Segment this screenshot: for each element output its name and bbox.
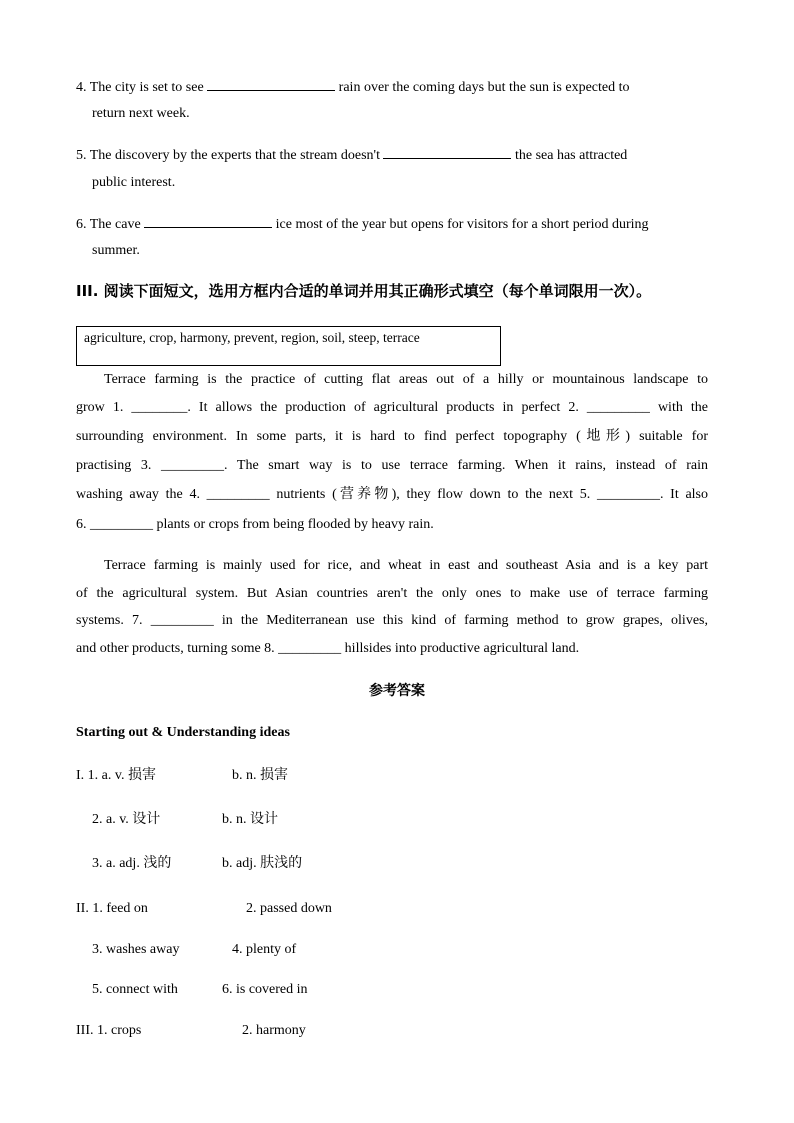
answer-item: 3. a. adj. 浅的 [92, 856, 172, 871]
answer-item: 2. a. v. 设计 [92, 812, 161, 827]
answer-item: 2. passed down [246, 901, 332, 916]
answer-item: 6. is covered in [222, 982, 308, 997]
answer-item: 2. harmony [242, 1023, 306, 1038]
question-5-text: 5. The discovery by the experts that the stream doesn't [76, 148, 380, 163]
question-5 [76, 146, 627, 165]
answers-subtitle: Starting out & Understanding ideas [76, 725, 290, 740]
passage-line: surrounding environment. In some parts, it is hard to find perfect topography (地形) suitable for [76, 429, 708, 444]
question-4-continued: return next week. [92, 106, 190, 121]
passage-line: grow 1. ________. It allows the production of agricultural products in perfect 2. _________ with the [76, 400, 708, 415]
answer-item: 5. connect with [92, 982, 178, 997]
question-5-text-end: the sea has attracted [514, 148, 628, 163]
section-3-heading: III. 阅读下面短文，选用方框内合适的单词并用其正确形式填空（每个单词限用一次）。 [76, 282, 652, 300]
passage-line: systems. 7. _________ in the Mediterranean use this kind of farming method to grow grapes, olives, [76, 613, 708, 628]
question-6-continued: summer. [92, 243, 140, 258]
answer-item: 3. washes away [92, 942, 180, 957]
answers-title: 参考答案 [369, 683, 425, 699]
passage-line: practising 3. _________. The smart way is to use terrace farming. When it rains, instead of rain [76, 458, 708, 473]
word-box [76, 326, 501, 366]
question-4-text-end: rain over the coming days but the sun is expected to [338, 80, 630, 95]
passage-line: Terrace farming is mainly used for rice, and wheat in east and southeast Asia and is a key part [104, 558, 708, 573]
passage-line: of the agricultural system. But Asian countries aren't the only ones to make use of terrace farming [76, 586, 708, 601]
answer-item: III. 1. crops [76, 1023, 142, 1038]
answer-blank[interactable] [383, 146, 511, 159]
question-4 [76, 78, 630, 97]
question-6-text: 6. The cave [76, 217, 141, 232]
passage-line: washing away the 4. _________ nutrients (营养物), they flow down to the next 5. _________. It also [76, 487, 708, 502]
answer-item: b. n. 设计 [222, 812, 278, 827]
passage-line: 6. _________ plants or crops from being flooded by heavy rain. [76, 517, 434, 532]
passage-line: Terrace farming is the practice of cutting flat areas out of a hilly or mountainous landscape to [104, 372, 708, 387]
answer-blank[interactable] [207, 78, 335, 91]
answer-blank[interactable] [144, 215, 272, 228]
answer-item: b. n. 损害 [232, 768, 288, 783]
answer-item: I. 1. a. v. 损害 [76, 768, 156, 783]
question-5-continued: public interest. [92, 175, 176, 190]
answer-item: II. 1. feed on [76, 901, 148, 916]
passage-line: and other products, turning some 8. _________ hillsides into productive agricultural land. [76, 641, 580, 656]
word-box-text: agriculture, crop, harmony, prevent, region, soil, steep, terrace [84, 330, 420, 345]
answer-item: 4. plenty of [232, 942, 297, 957]
question-6 [76, 215, 649, 234]
question-4-text: 4. The city is set to see [76, 80, 204, 95]
question-6-text-end: ice most of the year but opens for visitors for a short period during [275, 217, 649, 232]
answer-item: b. adj. 肤浅的 [222, 856, 303, 871]
